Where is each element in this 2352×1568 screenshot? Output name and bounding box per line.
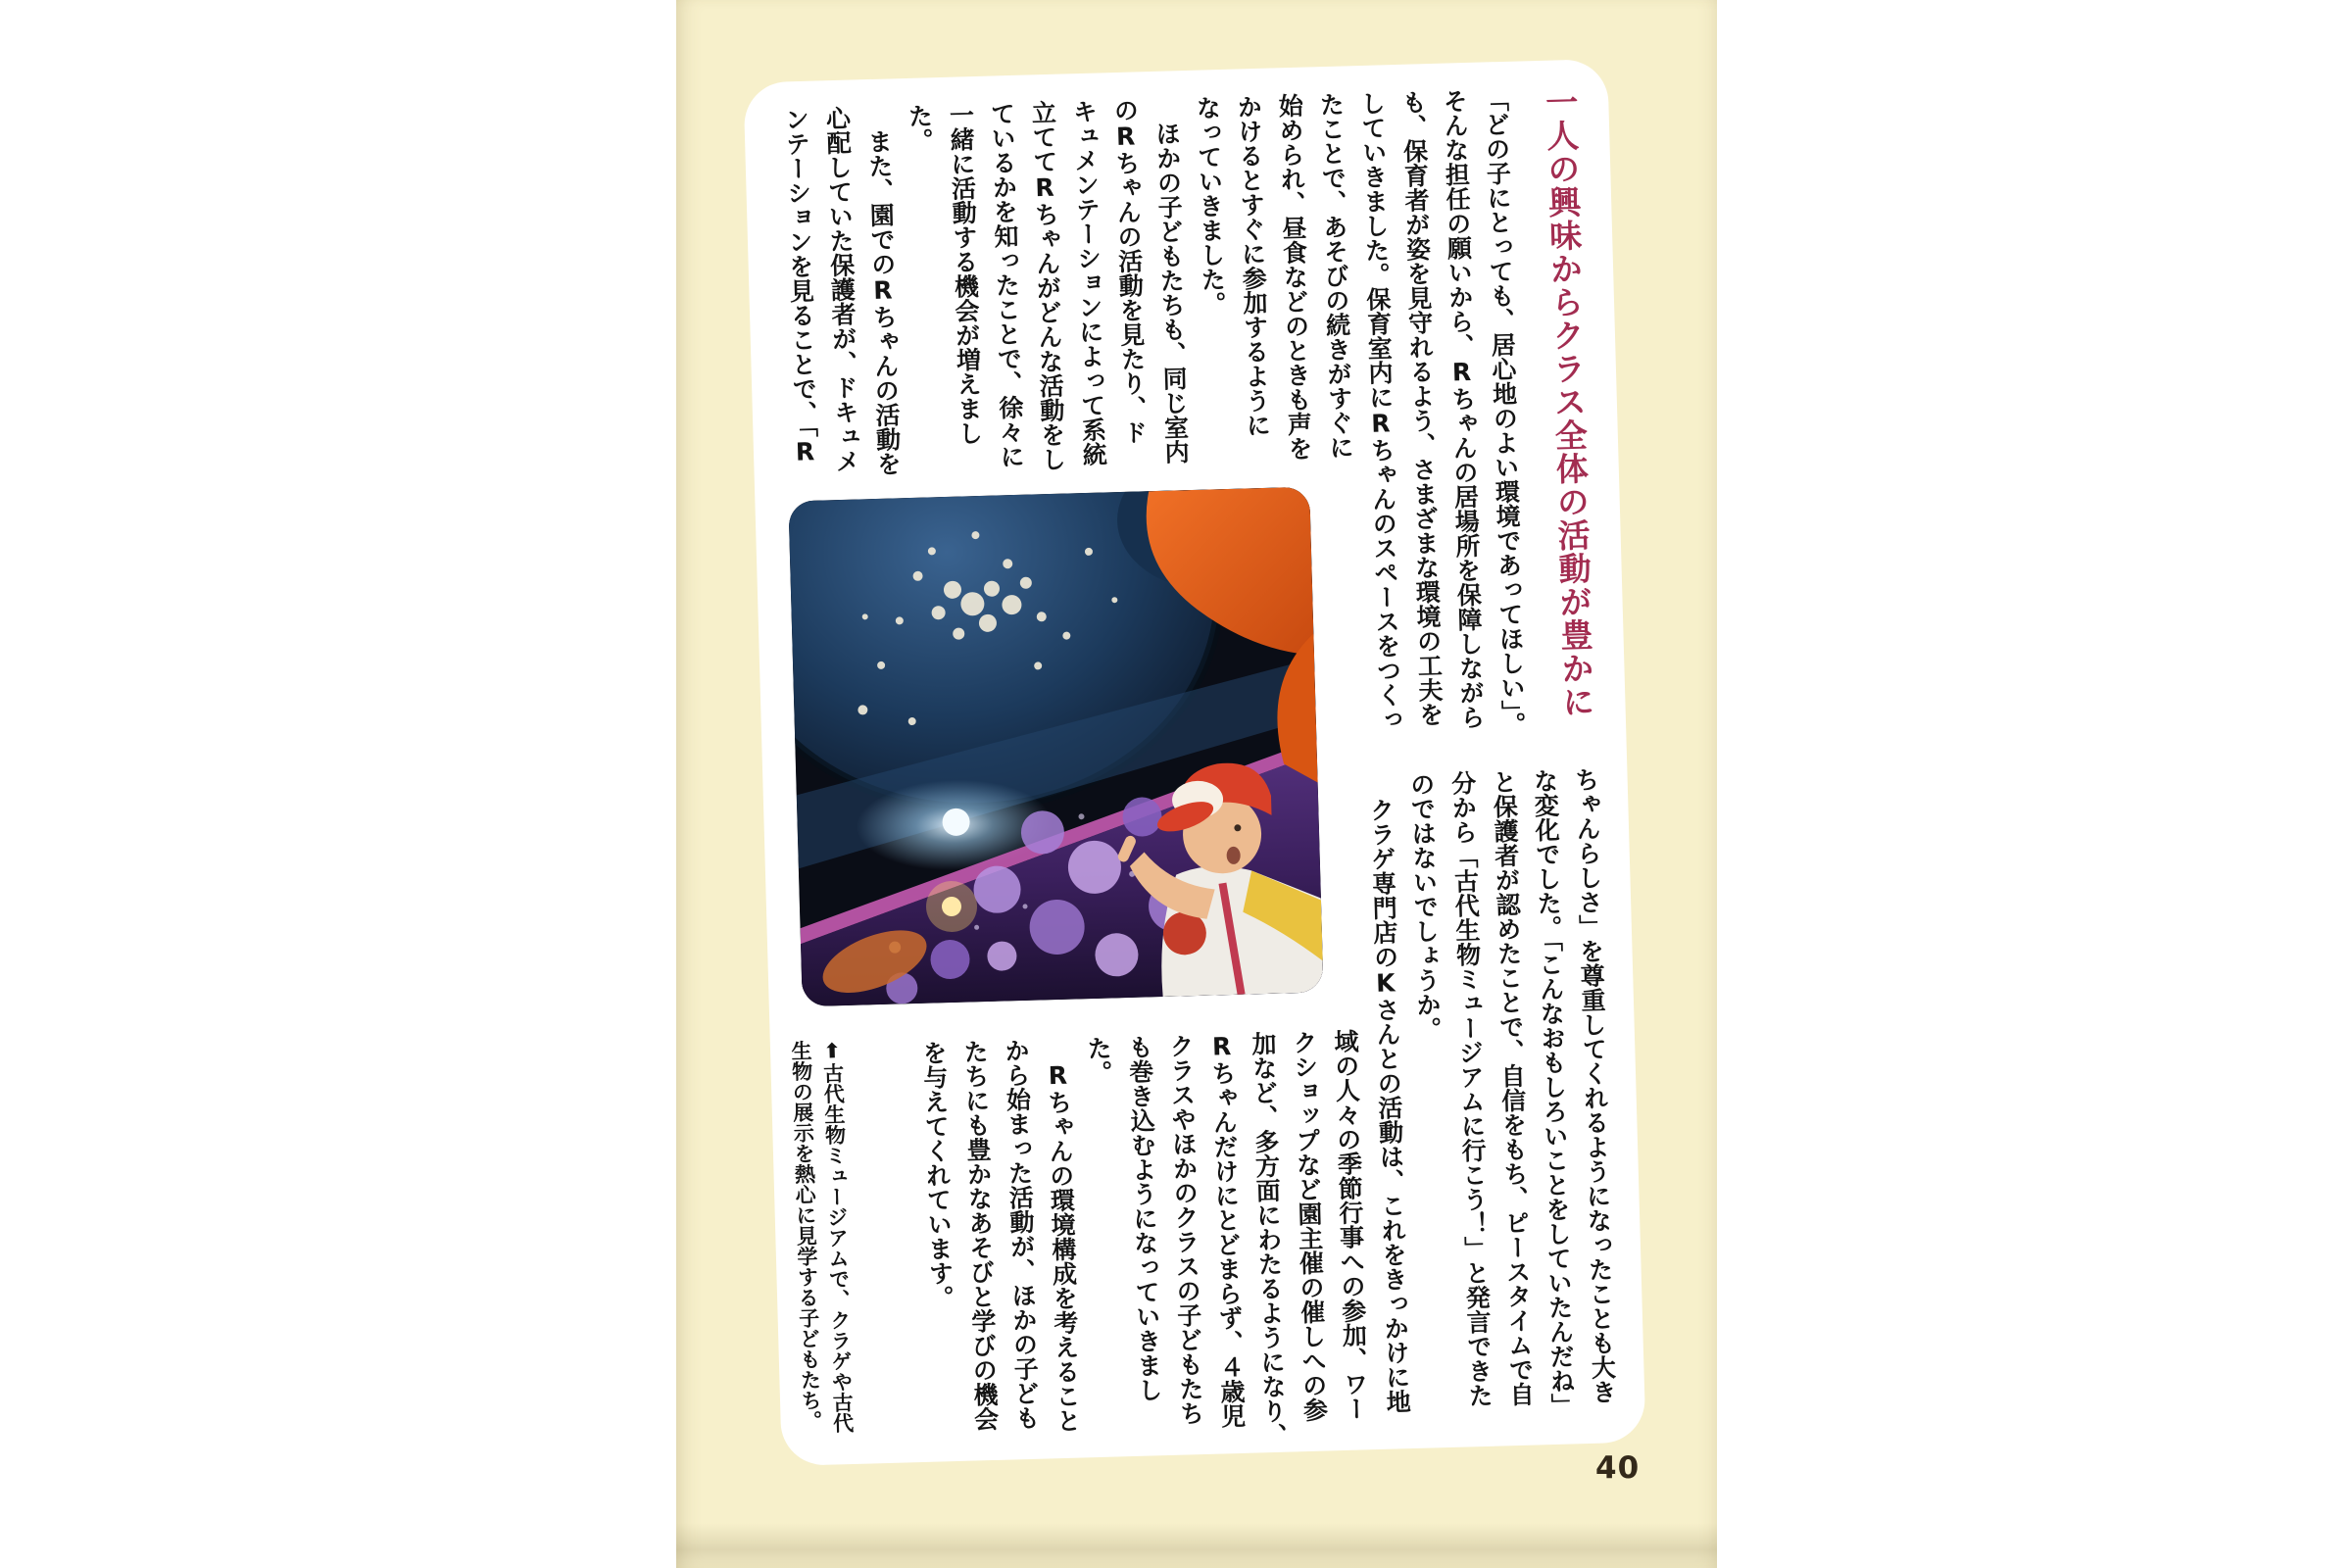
text-column: たちにも豊かなあそびと学びの機会 [959, 1038, 1000, 1432]
text-column: を与えてくれています。 [918, 1040, 956, 1310]
text-column: た。 [1083, 1035, 1114, 1086]
paragraph-block-right [1365, 766, 1618, 1423]
text-column: 生物の展示を熱心に見学する子どもたち。 [788, 1040, 823, 1432]
text-column: クラスやほかのクラスの子どもたち [1165, 1033, 1205, 1426]
text-column: ンテーションを見ることで、「R [781, 106, 820, 466]
book-page [676, 0, 1717, 1568]
text-column: クラゲ専門店のKさんとの活動は、これをきっかけに地 [1365, 772, 1412, 1414]
text-column: Rちゃんだけにとどまらず、４歳児 [1206, 1031, 1247, 1429]
section-heading: 一人の興味からクラス全体の活動が豊かに [1540, 84, 1596, 719]
text-column: も巻き込むようになっていきまし [1124, 1034, 1164, 1402]
text-column: のではないでしょうか。 [1406, 771, 1444, 1042]
text-column: そんな担任の願いから、Rちゃんの居場所を保障しながら [1439, 87, 1487, 730]
content-card [743, 59, 1645, 1466]
text-column: 心配していた保護者が、ドキュメ [822, 105, 861, 474]
text-column: な変化でした。「こんなおもしろいことをしていたんだね」 [1530, 767, 1577, 1418]
text-column: から始まった活動が、ほかの子ども [1001, 1037, 1041, 1431]
text-column: していきました。保育室内にRちゃんのスペースをつくっ [1356, 90, 1404, 732]
text-column: たことで、あそびの続きがすぐに [1315, 91, 1355, 461]
text-column: た。 [905, 103, 935, 153]
page-number: 40 [1595, 1450, 1641, 1486]
text-column: ちゃんらしさ」を尊重してくれるようになったことも大き [1571, 766, 1618, 1405]
text-column: また、園でのRちゃんの活動を [863, 104, 903, 477]
text-column: 「どの子にとっても、居心地のよい環境であってほしい」。 [1480, 86, 1528, 737]
text-column: 始められ、昼食などのときも声を [1274, 92, 1314, 462]
text-column: と保護者が認めたことで、自信をもち、ピースタイムで自 [1489, 768, 1536, 1407]
text-column: 域の人々の季節行事への参加、ワー [1330, 1028, 1370, 1422]
text-column: 一緒に活動する機会が増えまし [946, 102, 984, 446]
paragraph-block-bottom [918, 1028, 1370, 1456]
text-column: 立ててRちゃんがどんな活動をし [1028, 99, 1067, 472]
text-column: ほかの子どもたちも、同じ室内 [1152, 96, 1191, 465]
aquarium-photo-illustration [788, 487, 1323, 1007]
aquarium-photo [788, 487, 1323, 1007]
text-column: Rちゃんの環境構成を考えること [1042, 1036, 1083, 1434]
text-column: も、保育者が姿を見守れるよう、さまざまな環境の工夫を [1397, 89, 1446, 727]
text-column: 分から「古代生物ミュージアムに行こう！」と発言できた [1447, 769, 1494, 1408]
text-column: ているかを知ったことで、徐々に [987, 100, 1026, 469]
page-bottom-shadow [676, 1523, 1717, 1568]
text-column: ⬆古代生物ミュージアムで、クラゲや古代 [819, 1039, 855, 1434]
text-column: かけるとすぐに参加するように [1233, 93, 1272, 438]
text-column: クショップなど園主催の催しへの参 [1289, 1029, 1329, 1423]
text-column: 加など、多方面にわたるようになり、 [1248, 1030, 1289, 1448]
photo-caption [790, 1039, 853, 1434]
text-column: キュメンテーションによって系統 [1069, 98, 1108, 467]
text-column: なっていきました。 [1193, 94, 1228, 317]
text-column: のRちゃんの活動を見たり、ド [1110, 97, 1149, 445]
